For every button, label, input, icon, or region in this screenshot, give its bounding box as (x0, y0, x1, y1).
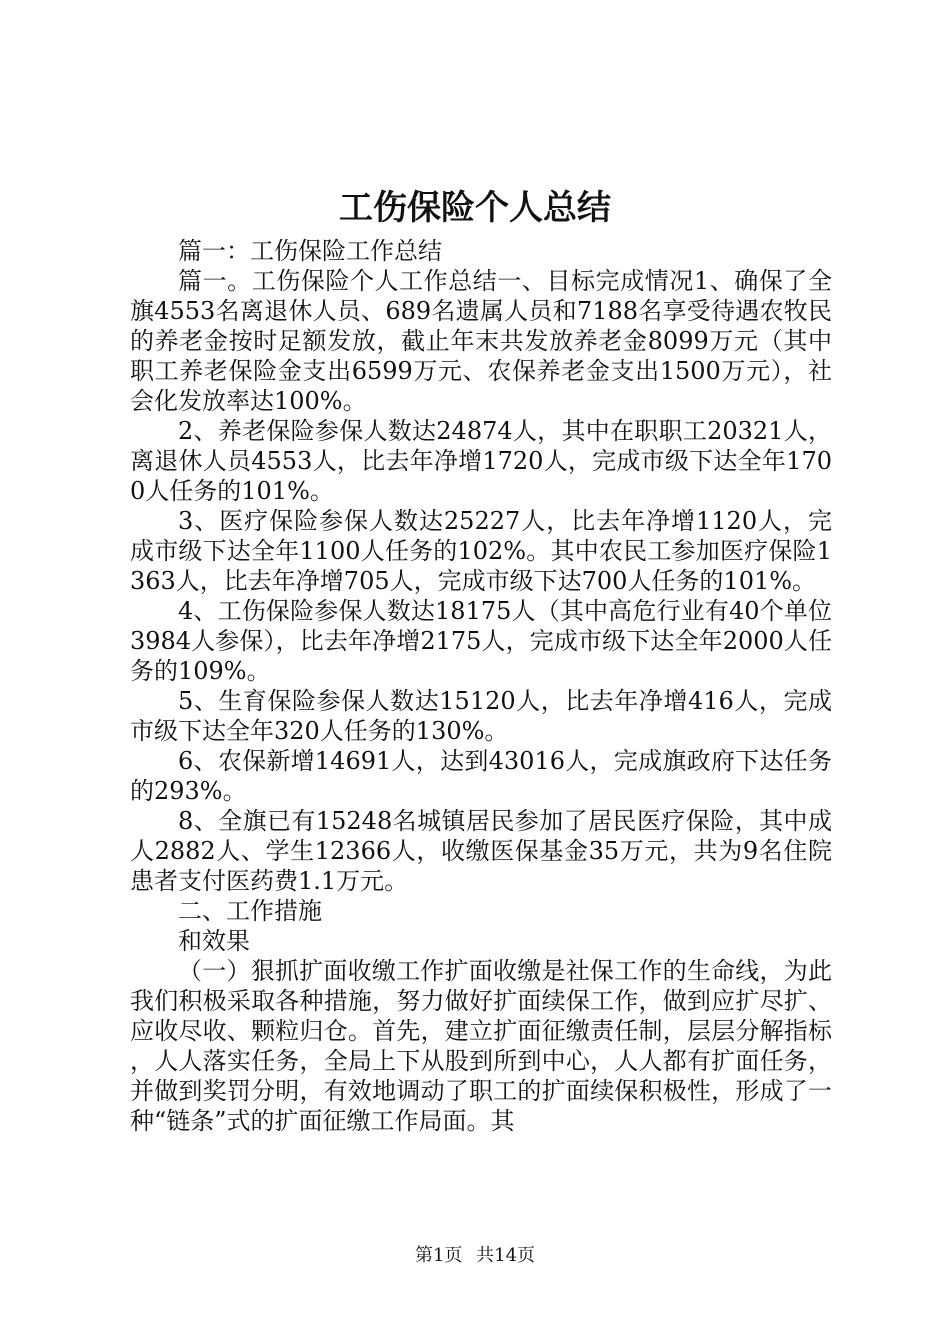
body-paragraph: 8、全旗已有15248名城镇居民参加了居民医疗保险，其中成人2882人、学生12366人，收缴医保基金35万元，共为9名住院患者支付医药费1.1万元。 (130, 807, 832, 895)
page-footer (0, 1244, 950, 1268)
body-paragraph: 篇一。工伤保险个人工作总结一、目标完成情况1、确保了全旗4553名离退休人员、689名遗属人员和7188名享受待遇农牧民的养老金按时足额发放，截止年末共发放养老金8099万元（其中职工养老保险金支出6599万元、农保养老金支出1500万元），社会化发放率达100%。 (130, 267, 832, 415)
body-paragraph: 2、养老保险参保人数达24874人，其中在职职工20321人，离退休人员4553人，比去年净增1720人，完成市级下达全年1700人任务的101%。 (130, 417, 832, 505)
section-heading: 篇一：工伤保险工作总结 (178, 237, 442, 265)
body-paragraph: 5、生育保险参保人数达15120人，比去年净增416人，完成市级下达全年320人任务的130%。 (130, 687, 832, 745)
page-number: 第1页 (414, 1245, 463, 1266)
body-paragraph: 6、农保新增14691人，达到43016人，完成旗政府下达任务的293%。 (130, 747, 832, 805)
section-heading: 二、工作措施 (178, 897, 322, 925)
body-paragraph: 3、医疗保险参保人数达25227人，比去年净增1120人，完成市级下达全年1100人任务的102%。其中农民工参加医疗保险1363人，比去年净增705人，完成市级下达700人任务的101%。 (130, 507, 832, 595)
body-paragraph: （一）狠抓扩面收缴工作扩面收缴是社保工作的生命线，为此我们积极采取各种措施，努力做好扩面续保工作，做到应扩尽扩、应收尽收、颗粒归仓。首先，建立扩面征缴责任制，层层分解指标，人人落实任务，全局上下从股到所到中心，人人都有扩面任务，并做到奖罚分明，有效地调动了职工的扩面续保积极性，形成了一种“链条”式的扩面征缴工作局面。其 (130, 957, 832, 1135)
body-paragraph: 4、工伤保险参保人数达18175人（其中高危行业有40个单位3984人参保），比去年净增2175人，完成市级下达全年2000人任务的109%。 (130, 597, 832, 685)
page-total: 共14页 (476, 1245, 536, 1266)
section-heading: 和效果 (178, 927, 250, 955)
document-body (130, 236, 832, 1136)
document-title: 工伤保险个人总结 (339, 188, 611, 228)
